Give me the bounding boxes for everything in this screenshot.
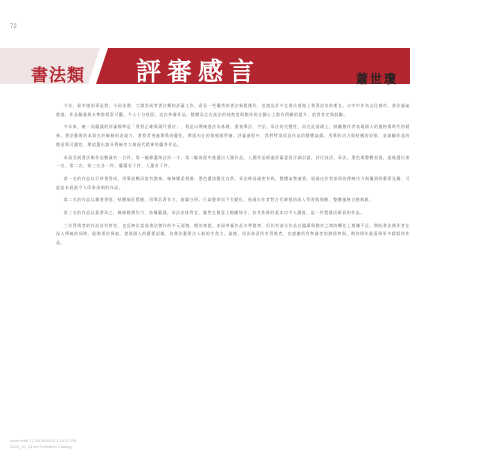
paragraph: 今年，最幸運的事是我，今屆金鼎、大墩美展等書法類的評審工作，看見一些優秀的書法新銳創作，也遇見許多在書法道路上執著追求的朋友。台中市作為文化城市，書法風氣鼎盛，作品數量與水準都相當可觀，令人十分欣慰。這次參賽作品，整體而言在技法的純熟度與創作的企圖心上都有明顯的提升，值得肯定與鼓勵。 bbox=[56, 103, 410, 117]
page-title: 評審感言 bbox=[136, 57, 261, 86]
paragraph: 第二名的作品以隸書書寫，結體端莊穩健，用筆沉著有力，波磔分明，行氣整齊而不失變化，展現出作者對古代碑刻的深入學習與理解，整體風格古樸典雅。 bbox=[63, 197, 374, 203]
paragraph: 三位得獎者的作品各有特色，也反映出當前書法創作的多元面貌。總的來說，本屆參賽作品水準整齊，但仍有部分作品在臨摹與創作之間的轉化上稍嫌不足。期盼書法創作者在深入傳統的同時，能夠勇於探索，發展個人的藝術語彙，為書法藝術注入新的生命力。最後，再次恭喜所有得獎者，也感謝所有參賽者的熱情參與，期待明年能看到更多精彩的作品。 bbox=[56, 222, 410, 246]
paragraph: 多年來，統一而嚴謹的評審標準是「書寫正確與現代書法」，我是以傳統書法為基礎，重視筆法、字法、章法的完整性，而在此基礎上，鼓勵創作者表現個人的風格與時代的精神。書法藝術的本質在於線條的表現力，書寫者透過筆墨的變化，傳達內在的情感與學養。評審過程中，我們特別留意作品的整體氣韻、用筆的功力與結構的安排，並兼顧作品的創意與可讀性，期望選出兼具傳統功力與現代精神的優秀作品。 bbox=[56, 124, 410, 147]
category-label: 書法類 bbox=[31, 66, 85, 86]
print-footer bbox=[10, 438, 77, 450]
footer-line: 2009_10_23 Art Exhibition Catalog bbox=[10, 444, 72, 449]
footer-line: cover.indd 72 2009/10/23 1:16:37 PM bbox=[10, 438, 77, 443]
paragraph: 第三名的作品以篆書為之，線條圓潤均勻，結構嚴謹，章法安排得宜，雖然在創意上略顯保守，但其紮實的基本功令人讚賞，是一件穩健而耐看的作品。 bbox=[63, 210, 365, 216]
article-body bbox=[56, 102, 410, 402]
paragraph: 第一名的作品以行草書寫成，用筆流暢而富有節奏，線條剛柔相濟，墨色濃淡變化自然，章法佈局疏密有致，整體氣勢連貫，展現出作者深厚的傳統功力與獨到的藝術見解，可說是本屆最令人印象深刻的作品。 bbox=[56, 175, 410, 190]
author-name: 蕭世瓊 bbox=[356, 72, 399, 86]
title-banner bbox=[0, 48, 410, 84]
paragraph: 本屆美展書法類作品數量約一百件，第一輪篩選淘汰約一半，第二輪再從中挑選出入圍作品。入圍作品經過評審委員仔細討論，評比技法、章法、墨色與整體表現，最後選出第一名、第二名、第三名各一件，優選若干件，入選若干件。 bbox=[56, 154, 410, 169]
page-number: 72 bbox=[10, 24, 17, 30]
